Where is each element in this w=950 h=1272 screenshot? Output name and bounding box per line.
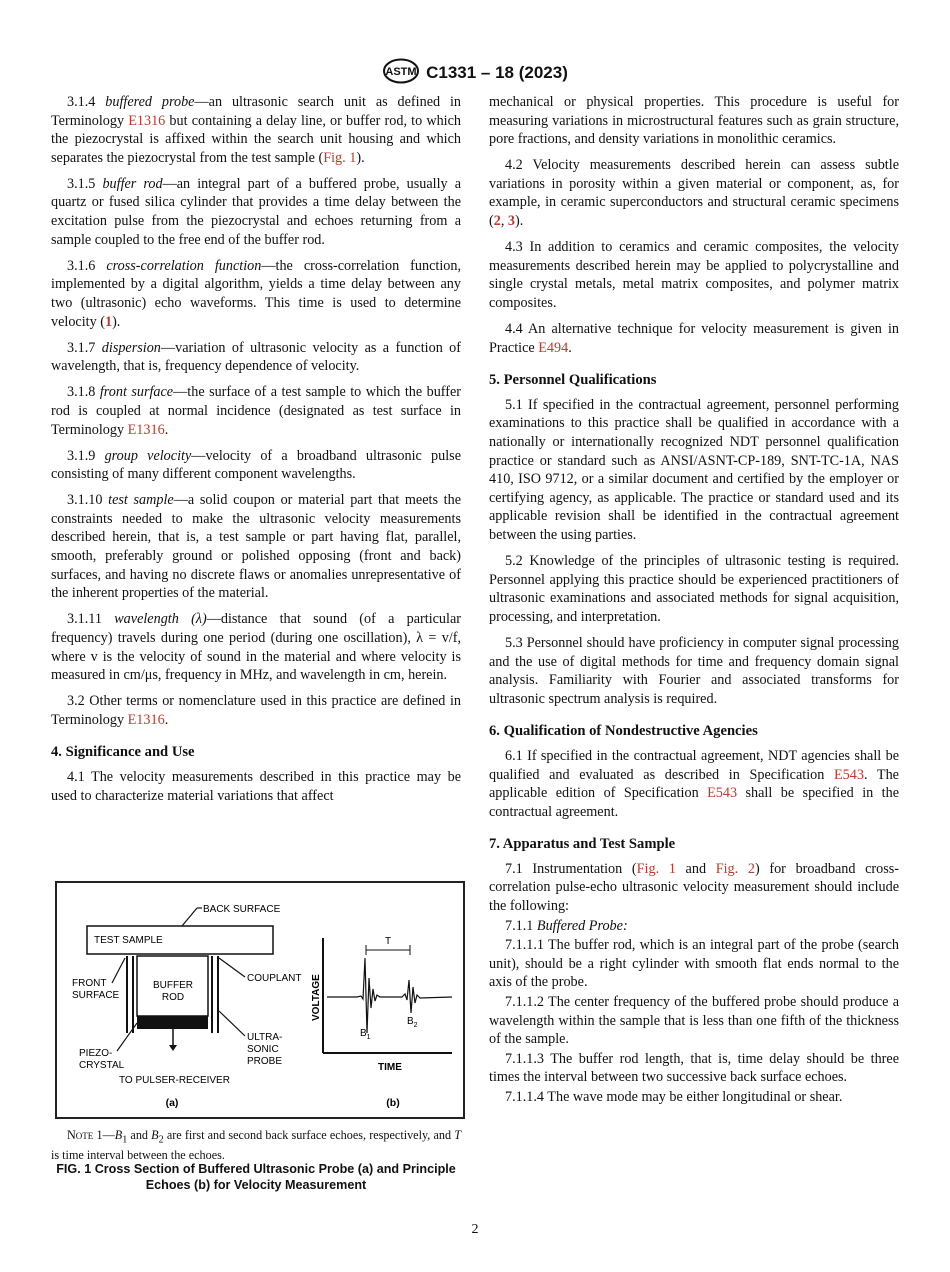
link-e494[interactable]: E494 (538, 339, 569, 356)
para-3-1-4: 3.1.4 buffered probe—an ultrasonic search unit as defined in Terminology E1316 but containing a delay line, or buffer rod, to which the piezocrystal is affixed within the search unit housing and which separates the piezocrystal from the test sample (Fig. 1). (51, 94, 462, 166)
para-5-3: 5.3 Personnel should have proficiency in computer signal processing and the use of digital methods for time and frequency domain signal analysis. Familiarity with Fourier and associated transforms for ultrasonic spectrum analysis is required. (489, 634, 899, 707)
para-4-4: 4.4 An alternative technique for velocity measurement is given in Practice E494. (489, 321, 899, 356)
para-3-1-8: 3.1.8 front surface—the surface of a test sample to which the buffer rod is coupled at normal incidence (designated as test surface in Terminology E1316. (51, 384, 462, 438)
para-4-2: 4.2 Velocity measurements described herein can assess subtle variations in porosity within a given material or component, as, for example, in ceramic superconductors and structural ceramic specimens (2, 3). (489, 157, 899, 230)
label-front: FRONT (72, 978, 107, 989)
label-time: TIME (378, 1062, 402, 1073)
para-3-1-11: 3.1.11 wavelength (λ)—distance that sound (of a particular frequency) travels during one period (during one oscillation), λ = v/f, where v is the velocity of sound in the material and where velocity is measured in cm/μs, frequency in MHz, and wavelength in cm, herein. (51, 611, 461, 684)
figure-1-caption: FIG. 1 Cross Section of Buffered Ultrasonic Probe (a) and Principle Echoes (b) for Velocity Measurement (56, 1162, 456, 1192)
link-e1316[interactable]: E1316 (128, 112, 166, 129)
figure-1 (55, 881, 465, 1119)
para-7-1-1: 7.1.1 Buffered Probe: (505, 917, 628, 934)
link-e543[interactable]: E543 (834, 766, 864, 783)
label-back-surface: BACK SURFACE (203, 904, 281, 915)
para-7-1-1-3: 7.1.1.3 The buffer rod length, that is, time delay should be three times the interval between two successive back surface echoes. (489, 1050, 899, 1086)
link-fig-1[interactable]: Fig. 1 (636, 860, 676, 877)
para-4-3: 4.3 In addition to ceramics and ceramic composites, the velocity measurements described herein may be applied to polycrystalline and single crystal metals, metal matrix composites, and polymer matrix composites. (489, 239, 899, 311)
section-6-heading: 6. Qualification of Nondestructive Agencies (489, 723, 758, 740)
para-5-2: 5.2 Knowledge of the principles of ultrasonic testing is required. Personnel applying this practice should be experienced practitioners of ultrasonic examinations and associated methods for signal acquisition, processing, and interpretation. (489, 553, 899, 625)
link-ref-3[interactable]: 3 (507, 213, 516, 230)
label-panel-a: (a) (165, 1097, 179, 1109)
label-to-pulser-receiver: TO PULSER-RECEIVER (119, 1075, 230, 1086)
label-panel-b: (b) (386, 1097, 400, 1109)
figure-1-diagram (57, 883, 463, 1117)
para-7-1: 7.1 Instrumentation (Fig. 1 and Fig. 2) for broadband cross-correlation pulse-echo ultrasonic velocity measurement should include the following: (489, 860, 900, 915)
panel-b-echo-plot (311, 936, 452, 1109)
label-piezo: PIEZO- (79, 1048, 113, 1059)
page-header (0, 58, 950, 89)
para-5-1: 5.1 If specified in the contractual agreement, personnel performing examinations to this practice shall be qualified in accordance with a nationally or internationally recognized NDT personnel qualification practice or standard such as ANSI/ASNT-CP-189, SNT-TC-1A, NAS 410, ISO 9712, or a similar document and certified by the employer or certifying agency, as applicable. The practice or standard used and its applicable revision shall be identified in the contractual agreement between the using parties. (489, 396, 899, 543)
label-test-sample: TEST SAMPLE (94, 935, 163, 946)
link-e543[interactable]: E543 (707, 785, 738, 802)
para-6-1: 6.1 If specified in the contractual agreement, NDT agencies shall be qualified and evaluated as described in Specification E543. The applicable edition of Specification E543 shall be specified in the contractual agreement. (489, 747, 899, 820)
label-t-interval: T (384, 936, 392, 947)
document-designation: C1331 – 18 (2023) (426, 62, 568, 82)
label-couplant: COUPLANT (247, 973, 302, 984)
section-7-heading: 7. Apparatus and Test Sample (489, 836, 676, 853)
label-crystal: CRYSTAL (79, 1060, 125, 1071)
astm-logo-icon (382, 58, 420, 89)
logo-text: ASTM (385, 66, 417, 78)
label-probe: PROBE (247, 1056, 283, 1067)
para-3-2: 3.2 Other terms or nomenclature used in this practice are defined in Terminology E1316. (51, 693, 461, 728)
para-3-1-7: 3.1.7 dispersion—variation of ultrasonic velocity as a function of wavelength, that is, frequency dependence of velocity. (51, 339, 462, 375)
right-column (489, 93, 899, 1108)
echo-waveform (327, 958, 452, 1033)
label-b1: $B_1$ (360, 1028, 371, 1041)
link-ref-1[interactable]: 1 (104, 313, 113, 330)
para-4-1: 4.1 The velocity measurements described in this practice may be used to characterize material variations that affect (51, 769, 461, 804)
label-rod: ROD (161, 992, 185, 1003)
label-buffer: BUFFER (153, 980, 193, 991)
label-b2: $B_2$ (407, 1016, 418, 1029)
figure-1-note: Note $1—B_1$ and $B_2$ are first and second back surface echoes, respectively, and T is time interval between the echoes. (51, 1128, 461, 1162)
link-e1316[interactable]: E1316 (127, 711, 165, 728)
link-fig-1[interactable]: Fig. 1 (323, 149, 357, 166)
label-sonic: SONIC (247, 1044, 279, 1055)
section-5-heading: 5. Personnel Qualifications (489, 372, 657, 389)
para-7-1-1-1: 7.1.1.1 The buffer rod, which is an integral part of the probe (search unit), should be a right cylinder with smooth flat ends normal to the axis of the probe. (489, 937, 899, 991)
link-fig-2[interactable]: Fig. 2 (715, 860, 755, 877)
link-ref-2[interactable]: 2 (493, 213, 501, 230)
para-7-1-1-4: 7.1.1.4 The wave mode may be either longitudinal or shear. (505, 1089, 843, 1105)
para-7-1-1-2: 7.1.1.2 The center frequency of the buffered probe should produce a wavelength within the sample that is less than one fifth of the thickness of the sample. (489, 994, 899, 1048)
section-4-heading: 4. Significance and Use (51, 744, 195, 761)
panel-a-diagram (72, 904, 301, 1109)
page-number: 2 (471, 1222, 479, 1237)
link-e1316[interactable]: E1316 (127, 421, 165, 438)
para-3-1-9: 3.1.9 group velocity—velocity of a broadband ultrasonic pulse consisting of many different component wavelengths. (51, 447, 461, 483)
para-3-1-5: 3.1.5 buffer rod—an integral part of a buffered probe, usually a quartz or fused silica cylinder that provides a time delay between the excitation pulse from the piezocrystal and echoes returning from a sample coupled to the free end of the buffer rod. (51, 175, 461, 248)
label-surface: SURFACE (72, 990, 120, 1001)
para-3-1-6: 3.1.6 cross-correlation function—the cross-correlation function, implemented by a digital algorithm, yields a time delay between any two (ultrasonic) echo waveforms. This time is used to determine velocity (1). (51, 257, 461, 330)
label-ultra: ULTRA- (247, 1032, 283, 1043)
label-voltage: VOLTAGE (311, 974, 322, 1021)
piezocrystal-shape (137, 1016, 208, 1029)
left-column (51, 93, 461, 813)
para-3-1-10: 3.1.10 test sample—a solid coupon or material part that meets the constraints needed to make the ultrasonic velocity measurements described herein, that is, a test sample or part having flat, parallel, smooth, preferably ground or polished opposing (front and back) surfaces, and having no discrete flaws or anomalies unrepresentative of the inherent properties of the material. (51, 492, 461, 602)
para-4-1-cont: mechanical or physical properties. This procedure is useful for measuring variations in microstructural features such as grain structure, pore fractions, and density variations in monolithic ceramics. (489, 94, 899, 148)
